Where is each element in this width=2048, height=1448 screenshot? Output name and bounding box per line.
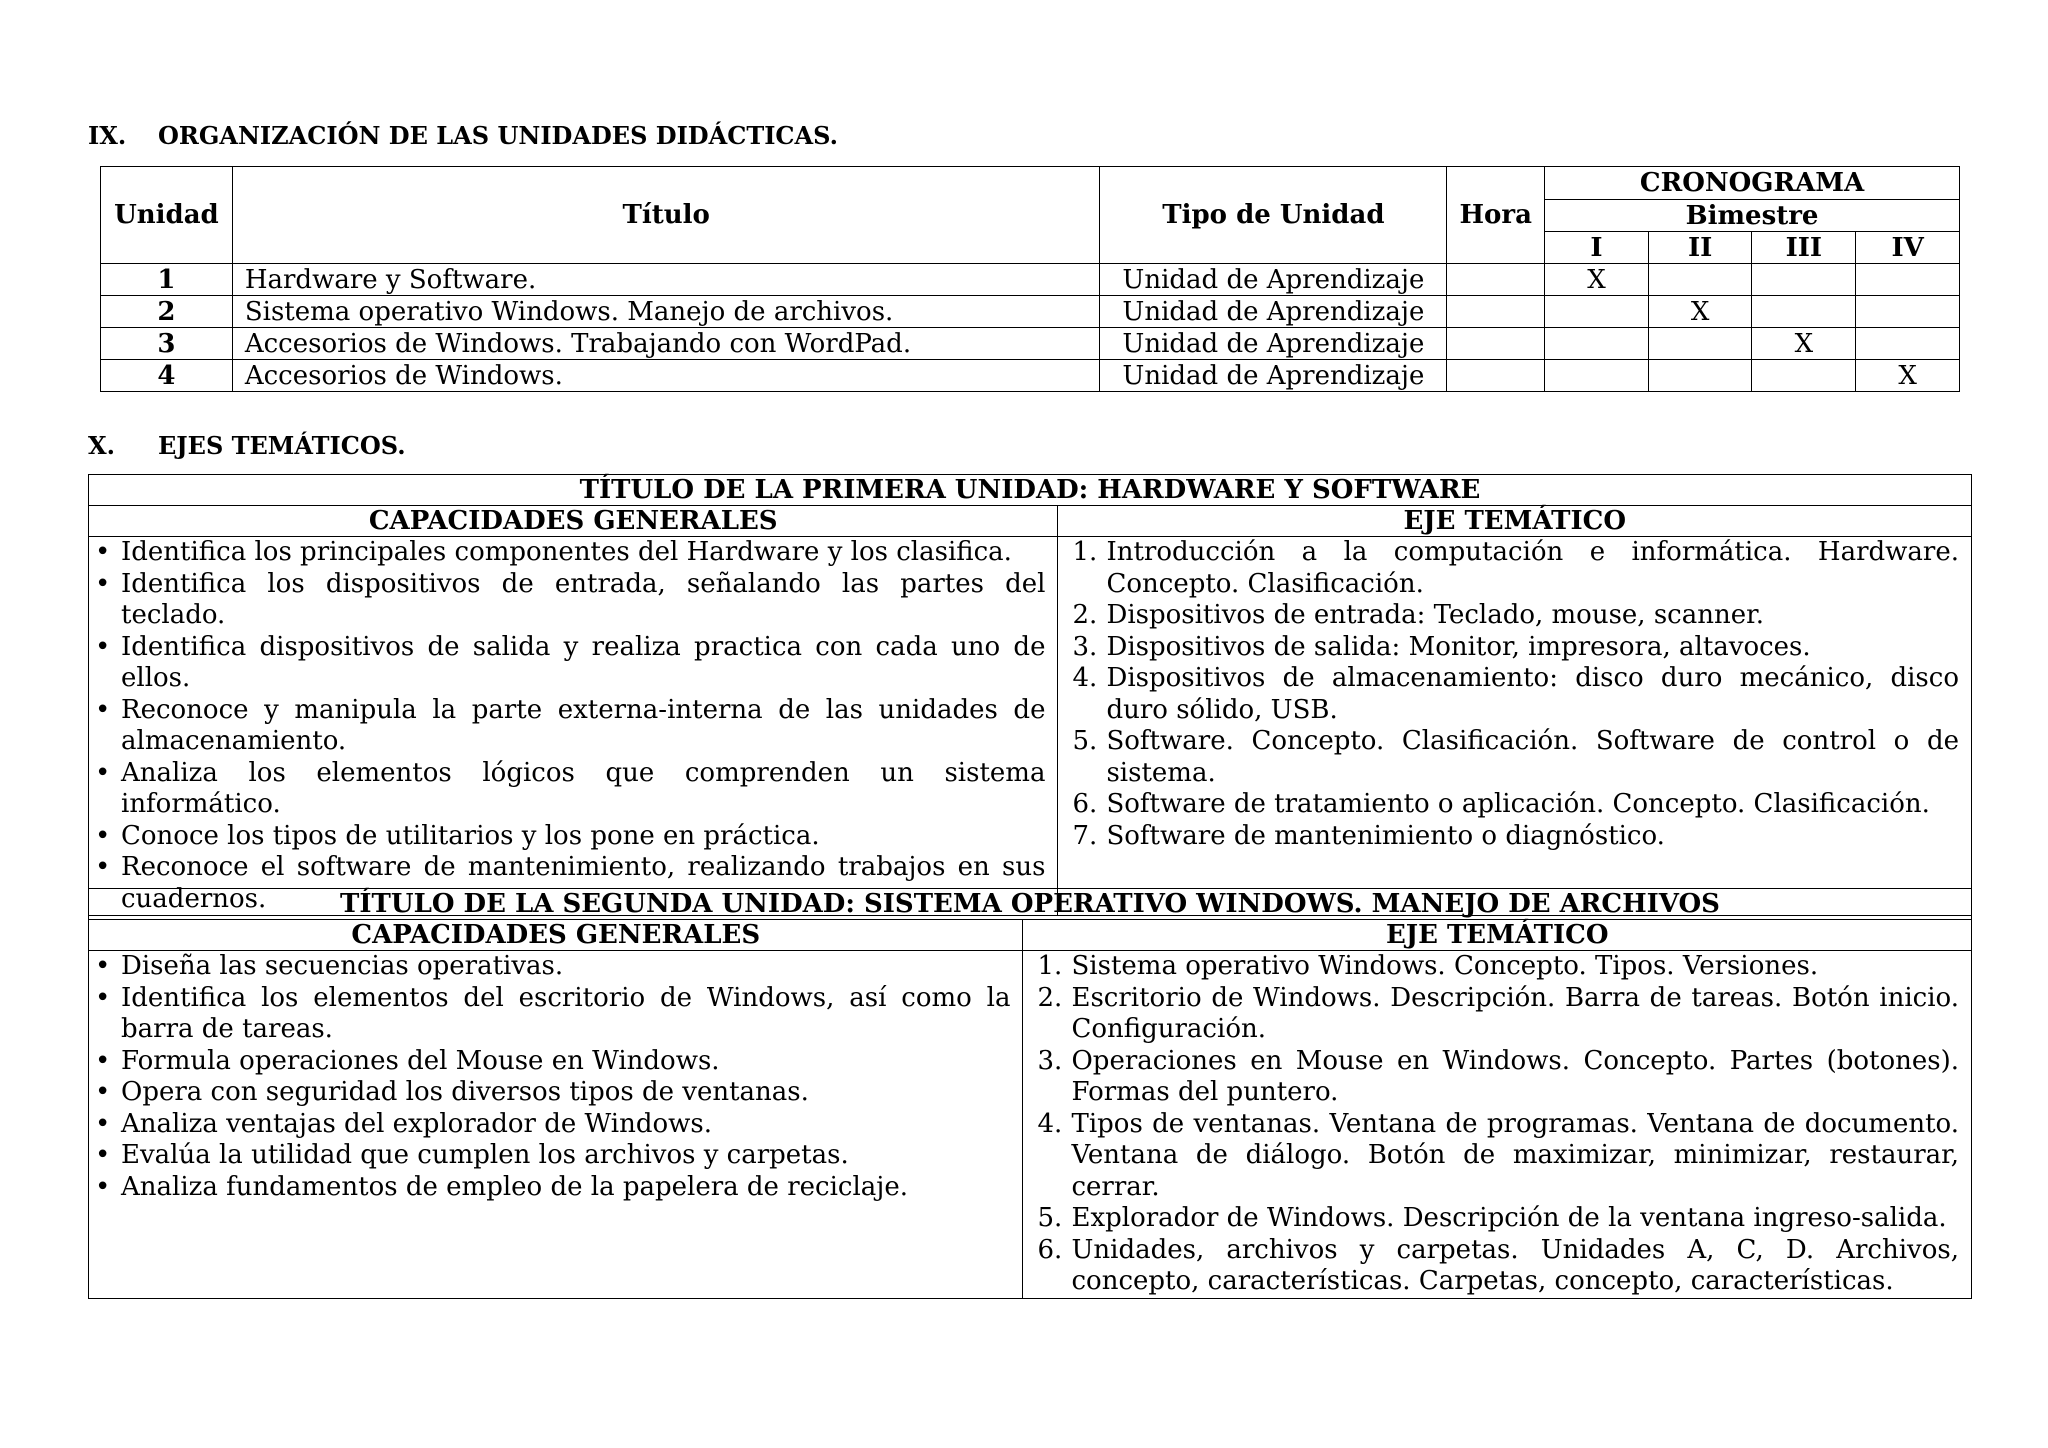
table-row bbox=[101, 264, 1960, 296]
cell-period: X bbox=[1545, 264, 1649, 296]
unit2-capacidades-cell bbox=[89, 951, 1023, 1299]
cell-period bbox=[1856, 328, 1960, 360]
item-number: 5. bbox=[1037, 1203, 1063, 1233]
cell-titulo: Accesorios de Windows. Trabajando con WordPad. bbox=[232, 328, 1100, 360]
section-ix-title: ORGANIZACIÓN DE LAS UNIDADES DIDÁCTICAS. bbox=[158, 121, 838, 150]
list-item: • Analiza fundamentos de empleo de la papelera de reciclaje. bbox=[89, 1172, 1022, 1204]
unit2-ejes-cell bbox=[1023, 951, 1972, 1299]
item-text: Unidades, archivos y carpetas. Unidades A, C, D. Archivos, concepto, características. Carpetas, concepto, características. bbox=[1071, 1234, 1959, 1296]
unit1-ejes-list bbox=[1058, 537, 1971, 852]
item-number: 1. bbox=[1072, 537, 1098, 567]
item-text: Dispositivos de almacenamiento: disco duro mecánico, disco duro sólido, USB. bbox=[1106, 663, 1959, 725]
item-number: 4. bbox=[1072, 663, 1098, 693]
list-item bbox=[1058, 537, 1971, 600]
cell-period bbox=[1545, 296, 1649, 328]
list-item: • Formula operaciones del Mouse en Windows. bbox=[89, 1046, 1022, 1078]
cell-unidad: 4 bbox=[101, 360, 233, 392]
unit1-capacidades-list bbox=[89, 537, 1057, 915]
cell-period bbox=[1648, 328, 1752, 360]
list-item: • Opera con seguridad los diversos tipos de ventanas. bbox=[89, 1077, 1022, 1109]
item-text: Explorador de Windows. Descripción de la ventana ingreso-salida. bbox=[1071, 1203, 1947, 1233]
units-organization-table bbox=[100, 166, 1960, 392]
list-item bbox=[1058, 663, 1971, 726]
col-header-bimestre: Bimestre bbox=[1545, 200, 1960, 232]
unit1-cap-header: CAPACIDADES GENERALES bbox=[89, 506, 1058, 537]
list-item bbox=[1023, 1109, 1971, 1204]
list-item: • Analiza los elementos lógicos que comprenden un sistema informático. bbox=[89, 758, 1057, 821]
unit2-eje-header: EJE TEMÁTICO bbox=[1023, 920, 1972, 951]
cell-tipo: Unidad de Aprendizaje bbox=[1100, 360, 1447, 392]
cell-period bbox=[1648, 264, 1752, 296]
list-item bbox=[1058, 821, 1971, 853]
col-header-tipo: Tipo de Unidad bbox=[1100, 167, 1447, 264]
unit2-title: TÍTULO DE LA SEGUNDA UNIDAD: SISTEMA OPERATIVO WINDOWS. MANEJO DE ARCHIVOS bbox=[89, 889, 1972, 920]
list-item bbox=[1058, 600, 1971, 632]
cell-hora bbox=[1447, 296, 1545, 328]
item-text: Software de tratamiento o aplicación. Concepto. Clasificación. bbox=[1106, 789, 1930, 819]
list-item bbox=[1023, 1046, 1971, 1109]
col-header-cronograma: CRONOGRAMA bbox=[1545, 167, 1960, 200]
cell-tipo: Unidad de Aprendizaje bbox=[1100, 328, 1447, 360]
col-header-titulo: Título bbox=[232, 167, 1100, 264]
cell-period: X bbox=[1752, 328, 1856, 360]
col-header-period: III bbox=[1752, 232, 1856, 264]
cell-titulo: Hardware y Software. bbox=[232, 264, 1100, 296]
cell-period bbox=[1752, 264, 1856, 296]
cell-tipo: Unidad de Aprendizaje bbox=[1100, 264, 1447, 296]
cell-tipo: Unidad de Aprendizaje bbox=[1100, 296, 1447, 328]
unit2-capacidades-list bbox=[89, 951, 1022, 1203]
item-text: Tipos de ventanas. Ventana de programas. Ventana de documento. Ventana de diálogo. Botón de maximizar, minimizar, restaurar, cerrar. bbox=[1071, 1108, 1959, 1202]
col-header-unidad: Unidad bbox=[101, 167, 233, 264]
list-item: • Diseña las secuencias operativas. bbox=[89, 951, 1022, 983]
list-item: • Identifica los principales componentes del Hardware y los clasifica. bbox=[89, 537, 1057, 569]
cell-titulo: Sistema operativo Windows. Manejo de archivos. bbox=[232, 296, 1100, 328]
cell-period: X bbox=[1648, 296, 1752, 328]
item-number: 6. bbox=[1072, 789, 1098, 819]
unit2-table bbox=[88, 888, 1972, 1299]
cell-period bbox=[1856, 296, 1960, 328]
col-header-period: I bbox=[1545, 232, 1649, 264]
cell-titulo: Accesorios de Windows. bbox=[232, 360, 1100, 392]
item-number: 2. bbox=[1072, 600, 1098, 630]
list-item bbox=[1023, 983, 1971, 1046]
item-number: 5. bbox=[1072, 726, 1098, 756]
cell-period bbox=[1752, 360, 1856, 392]
table-row bbox=[101, 296, 1960, 328]
list-item: • Identifica los dispositivos de entrada, señalando las partes del teclado. bbox=[89, 569, 1057, 632]
item-text: Dispositivos de salida: Monitor, impresora, altavoces. bbox=[1106, 631, 1811, 662]
list-item: • Evalúa la utilidad que cumplen los archivos y carpetas. bbox=[89, 1140, 1022, 1172]
item-text: Dispositivos de entrada: Teclado, mouse, scanner. bbox=[1106, 600, 1764, 630]
table-row bbox=[101, 360, 1960, 392]
unit1-table bbox=[88, 474, 1972, 916]
list-item: • Conoce los tipos de utilitarios y los pone en práctica. bbox=[89, 821, 1057, 853]
item-text: Operaciones en Mouse en Windows. Concepto. Partes (botones). Formas del puntero. bbox=[1071, 1045, 1959, 1107]
item-number: 2. bbox=[1037, 982, 1063, 1013]
item-text: Introducción a la computación e informática. Hardware. Concepto. Clasificación. bbox=[1106, 537, 1959, 599]
unit1-eje-header: EJE TEMÁTICO bbox=[1058, 506, 1972, 537]
item-text: Escritorio de Windows. Descripción. Barra de tareas. Botón inicio. Configuración. bbox=[1071, 982, 1959, 1044]
col-header-hora: Hora bbox=[1447, 167, 1545, 264]
cell-period bbox=[1856, 264, 1960, 296]
cell-period bbox=[1545, 328, 1649, 360]
item-number: 4. bbox=[1037, 1108, 1063, 1139]
list-item bbox=[1058, 632, 1971, 664]
item-number: 3. bbox=[1072, 631, 1098, 662]
list-item: • Identifica dispositivos de salida y realiza practica con cada uno de ellos. bbox=[89, 632, 1057, 695]
section-x-title: EJES TEMÁTICOS. bbox=[158, 431, 406, 460]
item-number: 7. bbox=[1072, 820, 1098, 851]
section-x-number: X. bbox=[88, 431, 115, 460]
cell-hora bbox=[1447, 264, 1545, 296]
col-header-period: II bbox=[1648, 232, 1752, 264]
cell-hora bbox=[1447, 328, 1545, 360]
list-item bbox=[1023, 1235, 1971, 1298]
item-text: Software. Concepto. Clasificación. Software de control o de sistema. bbox=[1106, 726, 1959, 788]
cell-unidad: 1 bbox=[101, 264, 233, 296]
unit2-cap-header: CAPACIDADES GENERALES bbox=[89, 920, 1023, 951]
unit1-capacidades-cell bbox=[89, 537, 1058, 916]
section-ix-number: IX. bbox=[88, 121, 127, 150]
list-item: • Reconoce y manipula la parte externa-interna de las unidades de almacenamiento. bbox=[89, 695, 1057, 758]
list-item: • Reconoce el software de mantenimiento, realizando trabajos en sus cuadernos. bbox=[89, 852, 1057, 915]
cell-period bbox=[1648, 360, 1752, 392]
table-row bbox=[101, 328, 1960, 360]
unit1-ejes-cell bbox=[1058, 537, 1972, 916]
cell-period: X bbox=[1856, 360, 1960, 392]
section-x-heading bbox=[88, 431, 406, 460]
item-number: 6. bbox=[1037, 1234, 1063, 1265]
unit2-ejes-list bbox=[1023, 951, 1971, 1298]
col-header-period: IV bbox=[1856, 232, 1960, 264]
list-item bbox=[1058, 726, 1971, 789]
list-item: • Identifica los elementos del escritorio de Windows, así como la barra de tareas. bbox=[89, 983, 1022, 1046]
list-item bbox=[1023, 1203, 1971, 1235]
item-number: 3. bbox=[1037, 1045, 1063, 1076]
cell-unidad: 3 bbox=[101, 328, 233, 360]
unit1-title: TÍTULO DE LA PRIMERA UNIDAD: HARDWARE Y SOFTWARE bbox=[89, 475, 1972, 506]
cell-period bbox=[1752, 296, 1856, 328]
cell-hora bbox=[1447, 360, 1545, 392]
section-ix-heading bbox=[88, 121, 838, 150]
list-item bbox=[1023, 951, 1971, 983]
item-text: Software de mantenimiento o diagnóstico. bbox=[1106, 820, 1665, 851]
item-text: Sistema operativo Windows. Concepto. Tipos. Versiones. bbox=[1071, 951, 1819, 981]
item-number: 1. bbox=[1037, 951, 1063, 981]
cell-unidad: 2 bbox=[101, 296, 233, 328]
list-item: • Analiza ventajas del explorador de Windows. bbox=[89, 1109, 1022, 1141]
list-item bbox=[1058, 789, 1971, 821]
cell-period bbox=[1545, 360, 1649, 392]
